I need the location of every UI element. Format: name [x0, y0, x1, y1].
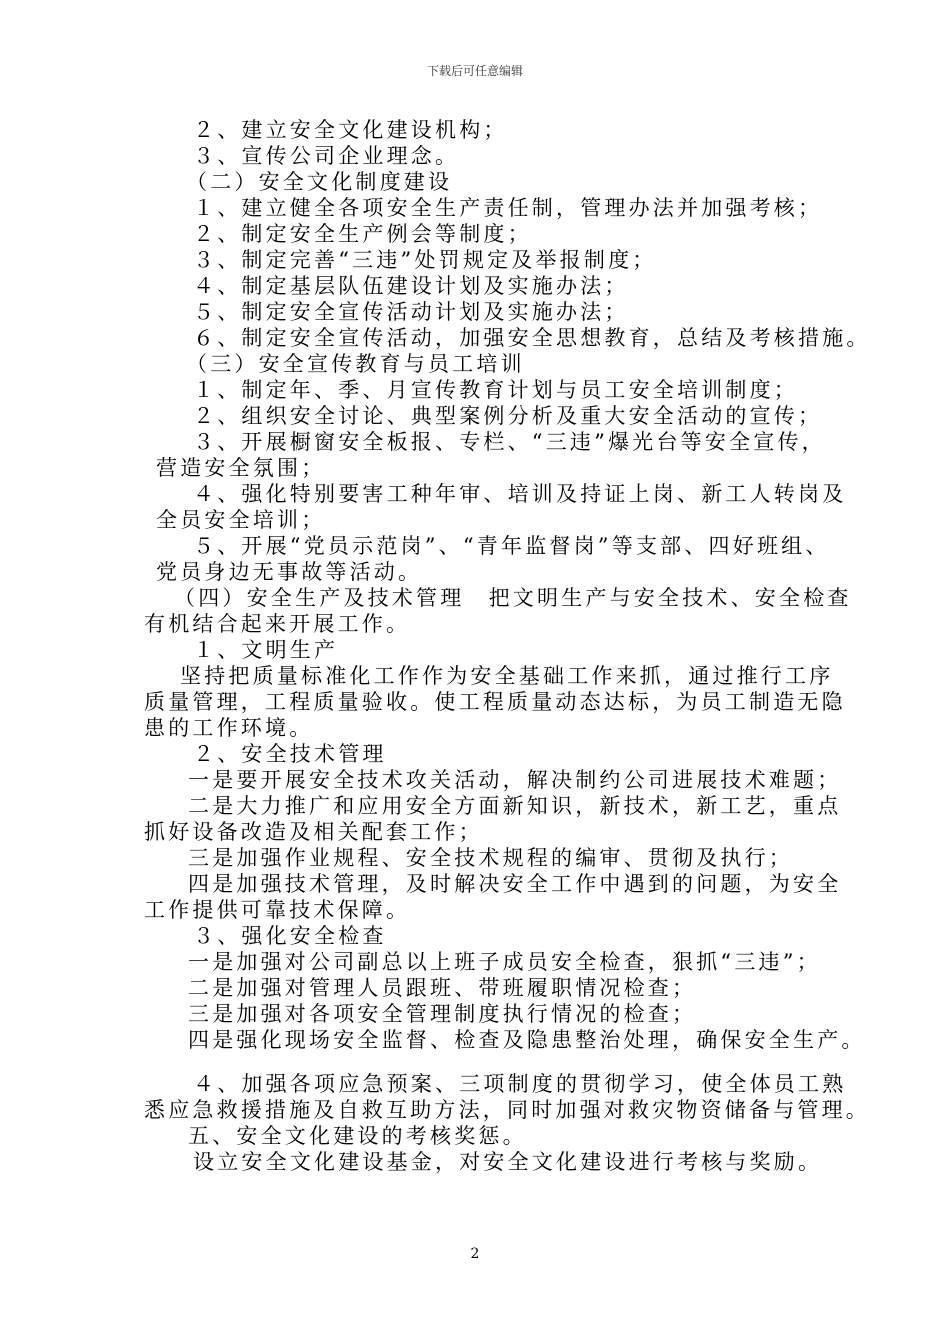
text-line: ２、组织安全讨论、典型案例分析及重大安全活动的宣传；: [193, 404, 823, 428]
text-line: 二是大力推广和应用安全方面新知识，新技术，新工艺，重点: [188, 794, 842, 818]
section-heading: （二）安全文化制度建设: [186, 170, 453, 194]
page-header: 下载后可任意编辑: [426, 64, 523, 78]
text-line: ４、强化特别要害工种年审、培训及持证上岗、新工人转岗及: [193, 482, 847, 506]
text-line: ４、加强各项应急预案、三项制度的贯彻学习，使全体员工熟: [193, 1072, 847, 1096]
text-line: 有机结合起来开展工作。: [144, 612, 411, 636]
text-line: 抓好设备改造及相关配套工作；: [144, 820, 483, 844]
text-line: ２、建立安全文化建设机构；: [193, 118, 508, 142]
text-line: ３、宣传公司企业理念。: [193, 144, 460, 168]
text-line: 三是加强对各项安全管理制度执行情况的检查；: [188, 1002, 697, 1026]
text-line: 党员身边无事故等活动。: [156, 560, 423, 584]
text-line: 悉应急救援措施及自救互助方法，同时加强对救灾物资储备与管理。: [144, 1098, 870, 1122]
text-line: 营造安全氛围；: [156, 456, 326, 480]
subsection-heading: １、文明生产: [193, 638, 339, 662]
text-line: 患的工作环境。: [144, 716, 314, 740]
section-heading: （四）安全生产及技术管理 把文明生产与安全技术、安全检查: [174, 586, 852, 610]
text-line: ２、制定安全生产例会等制度；: [193, 222, 532, 246]
text-line: 全员安全培训；: [156, 508, 326, 532]
text-line: ３、制定完善“三违”处罚规定及举报制度；: [193, 248, 657, 272]
text-line: ５、制定安全宣传活动计划及实施办法；: [193, 300, 629, 324]
text-line: 质量管理，工程质量验收。使工程质量动态达标，为员工制造无隐: [144, 690, 846, 714]
text-line: 四是加强技术管理，及时解决安全工作中遇到的问题，为安全: [188, 872, 842, 896]
page-number: 2: [470, 1246, 480, 1262]
text-line: 设立安全文化建设基金，对安全文化建设进行考核与奖励。: [193, 1150, 823, 1174]
text-line: ４、制定基层队伍建设计划及实施办法；: [193, 274, 629, 298]
text-line: １、建立健全各项安全生产责任制，管理办法并加强考核；: [193, 196, 823, 220]
text-line: 工作提供可靠技术保障。: [144, 898, 411, 922]
text-line: 一是加强对公司副总以上班子成员安全检查，狠抓“三违”；: [188, 950, 821, 974]
text-line: 四是强化现场安全监督、检查及隐患整治处理，确保安全生产。: [188, 1028, 866, 1052]
text-line: 坚持把质量标准化工作作为安全基础工作来抓，通过推行工序: [180, 664, 834, 688]
text-line: 一是要开展安全技术攻关活动，解决制约公司进展技术难题；: [188, 768, 842, 792]
text-line: ６、制定安全宣传活动，加强安全思想教育，总结及考核措施。: [193, 326, 871, 350]
section-heading: （三）安全宣传教育与员工培训: [186, 352, 525, 376]
text-line: １、制定年、季、月宣传教育计划与员工安全培训制度；: [193, 378, 798, 402]
subsection-heading: ３、强化安全检查: [193, 924, 387, 948]
text-line: 三是加强作业规程、安全技术规程的编审、贯彻及执行；: [188, 846, 793, 870]
text-line: 二是加强对管理人员跟班、带班履职情况检查；: [188, 976, 697, 1000]
text-line: ３、开展橱窗安全板报、专栏、“三违”爆光台等安全宣传，: [193, 430, 826, 454]
text-line: ５、开展“党员示范岗”、“青年监督岗”等支部、四好班组、: [193, 534, 830, 558]
section-heading: 五、安全文化建设的考核奖惩。: [188, 1124, 527, 1148]
subsection-heading: ２、安全技术管理: [193, 742, 387, 766]
